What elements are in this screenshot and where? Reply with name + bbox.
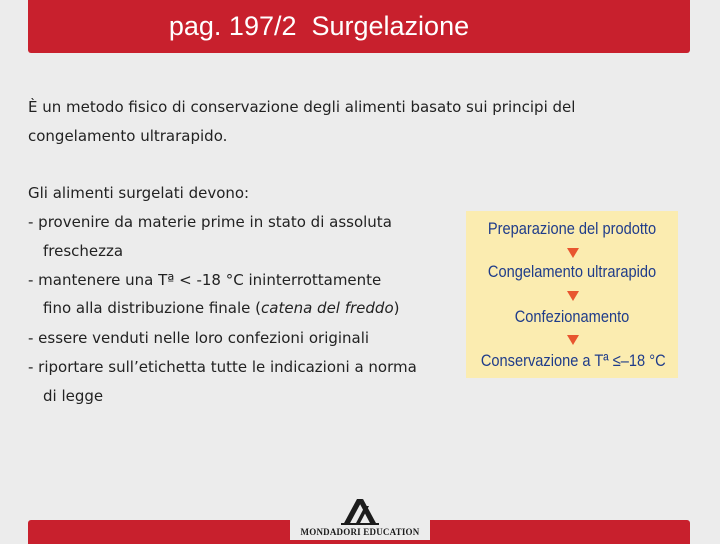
bullet-3: - essere venduti nelle loro confezioni originali [28,329,370,347]
bullet-1-line-2: freschezza [43,242,124,260]
process-diagram [466,211,678,378]
logo-text: MONDADORI EDUCATION [300,527,420,537]
lead-text: Gli alimenti surgelati devono: [28,184,250,202]
down-arrow-icon [567,335,579,345]
process-step-4: Conservazione a Tª ≤–18 °C [480,351,666,370]
publisher-logo [290,494,430,540]
bullet-2-text: fino alla distribuzione finale ( [43,299,262,317]
cold-chain-term: catena del freddo [261,299,394,317]
intro-line-1: È un metodo fisico di conservazione degli alimenti basato sui principi del [28,98,576,116]
down-arrow-icon [567,291,579,301]
bullet-4-line-2: di legge [43,387,104,405]
process-step-2: Congelamento ultrarapido [487,262,657,281]
bullet-4-line-1: - riportare sull’etichetta tutte le indicazioni a norma [28,358,417,376]
intro-line-2: congelamento ultrarapido. [28,127,228,145]
title-bar [28,0,690,53]
bullet-1-line-1: - provenire da materie prime in stato di assoluta [28,213,392,231]
process-step-3: Confezionamento [514,307,630,326]
slide-title: pag. 197/2 Surgelazione [168,11,470,41]
bullet-2-close: ) [393,299,400,317]
bullet-2-line-1: - mantenere una Tª < -18 °C ininterrottamente [28,271,382,289]
mondadori-logo-icon [341,498,379,526]
process-step-1: Preparazione del prodotto [487,219,657,238]
down-arrow-icon [567,248,579,258]
bullet-2-line-2 [43,299,400,317]
